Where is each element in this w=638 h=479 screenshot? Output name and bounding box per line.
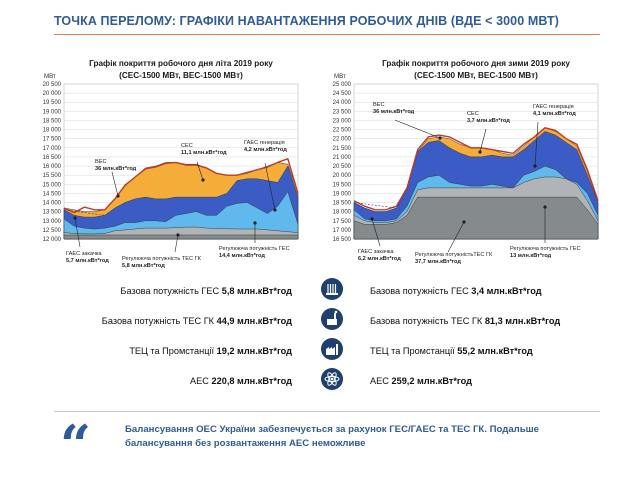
y-tick-label: 17 500 xyxy=(332,218,351,225)
y-tick-label: 18 500 xyxy=(42,118,61,125)
area-base xyxy=(64,235,298,239)
annotation-dot xyxy=(253,221,256,224)
summary-value: 44,9 млн.кВт*год xyxy=(216,316,292,326)
annotation-label: ВЕС xyxy=(95,159,107,165)
y-tick-label: 25 000 xyxy=(332,82,351,88)
chart-title: Графік покриття робочого дня літа 2019 року xyxy=(89,59,273,68)
annotation-dot xyxy=(370,217,373,220)
annotation-dot xyxy=(201,178,204,181)
annotation-dot xyxy=(273,208,276,211)
y-tick-label: 12 500 xyxy=(42,227,61,234)
summary-value: 19,2 млн.кВт*год xyxy=(216,346,292,356)
y-tick-label: 16 500 xyxy=(332,237,351,243)
y-tick-label: 12 000 xyxy=(42,237,61,243)
chart-subtitle: (СЕС-1500 МВт, ВЕС-1500 МВт) xyxy=(414,71,538,80)
y-tick-label: 18 500 xyxy=(332,200,351,207)
annotation-dot xyxy=(116,194,119,197)
summary-label: Базова потужність ГЕС xyxy=(120,286,220,296)
y-tick-label: 21 000 xyxy=(332,154,351,161)
summary-right-0 xyxy=(370,286,542,296)
annotation-label: ГАЕС закачка xyxy=(66,251,102,257)
annotation-dot xyxy=(462,220,465,223)
annotation-value: 11,1 млн.кВт*год xyxy=(181,150,227,156)
y-tick-label: 20 500 xyxy=(332,164,351,171)
page-title: ТОЧКА ПЕРЕЛОМУ: ГРАФІКИ НАВАНТАЖЕННЯ РОБОЧИХ ДНІВ (ВДЕ < 3000 МВТ) xyxy=(54,14,560,28)
conclusion-text: Балансування ОЕС України забезпечується за рахунок ГЕС/ГАЕС та ТЕС ГК. Подальше балансування без розвантаження АЕС неможливе xyxy=(125,424,539,449)
quote-mark-icon: “ xyxy=(60,413,92,477)
annotation-label: Регулююча потужність ГЕС xyxy=(510,246,581,252)
y-tick-label: 19 000 xyxy=(42,109,61,116)
summary-label: Базова потужність ГЕС xyxy=(370,286,469,296)
nuclear-atom-icon xyxy=(321,368,343,390)
annotation-label: ВЕС xyxy=(373,102,385,108)
annotation-value: 4,2 млн.кВт*год xyxy=(244,147,287,153)
annotation-label: СЕС xyxy=(181,143,193,149)
annotation-value: 5,7 млн.кВт*год xyxy=(66,258,109,264)
annotation-label: Регулююча потужність ГЕС xyxy=(219,246,290,252)
thermal-plant-icon xyxy=(321,308,343,330)
y-axis-unit: МВт xyxy=(334,73,346,80)
y-tick-label: 16 000 xyxy=(42,164,61,171)
annotation-value: 13 млн.кВт*год xyxy=(510,253,552,259)
y-axis-unit: МВт xyxy=(44,73,56,80)
annotation-value: 14,4 млн.кВт*год xyxy=(219,253,265,259)
y-tick-label: 22 000 xyxy=(332,136,351,143)
y-tick-label: 17 500 xyxy=(42,136,61,143)
annotation-dot xyxy=(543,205,546,208)
annotation-value: 3,7 млн.кВт*год xyxy=(467,118,510,124)
annotation-value: 4,1 млн.кВт*год xyxy=(533,111,576,117)
summary-label: ТЕЦ та Промстанції xyxy=(129,346,215,356)
y-tick-label: 14 500 xyxy=(42,191,61,198)
summary-right-1 xyxy=(370,316,560,326)
summary-value: 220,8 млн.кВт*год xyxy=(211,376,292,386)
y-tick-label: 20 500 xyxy=(42,82,61,88)
summary-label: ТЕЦ та Промстанції xyxy=(370,346,455,356)
y-tick-label: 24 000 xyxy=(332,100,351,107)
annotation-value: 5,8 млн.кВт*год xyxy=(122,263,165,269)
annotation-label: Регулююча потужністьТЕС ГК xyxy=(415,252,493,258)
y-tick-label: 20 000 xyxy=(332,173,351,180)
footer-divider xyxy=(54,411,600,412)
chart-subtitle: (СЕС-1500 МВт, ВЕС-1500 МВт) xyxy=(119,71,243,80)
y-tick-label: 17 000 xyxy=(332,227,351,234)
annotation-label: ГАЕС закачка xyxy=(358,249,394,255)
y-tick-label: 22 500 xyxy=(332,127,351,134)
summary-value: 259,2 млн.кВт*год xyxy=(391,376,472,386)
annotation-value: 37,7 млн.кВт*год xyxy=(415,259,461,265)
y-tick-label: 23 000 xyxy=(332,118,351,125)
summary-value: 3,4 млн.кВт*год xyxy=(471,286,542,296)
annotation-dot xyxy=(478,150,481,153)
y-tick-label: 13 000 xyxy=(42,218,61,225)
y-tick-label: 20 000 xyxy=(42,91,61,98)
summary-left-2 xyxy=(129,346,292,356)
annotation-label: ГАЕС генерація xyxy=(533,104,574,110)
annotation-dot xyxy=(438,136,441,139)
y-tick-label: 14 000 xyxy=(42,200,61,207)
summary-left-3 xyxy=(190,376,292,386)
summary-label: АЕС xyxy=(190,376,209,386)
y-tick-label: 15 000 xyxy=(42,182,61,189)
y-tick-label: 19 500 xyxy=(332,182,351,189)
chart-1 xyxy=(333,58,598,265)
annotation-value: 36 млн.кВт*год xyxy=(95,166,137,172)
y-tick-label: 16 500 xyxy=(42,154,61,161)
summary-left-0 xyxy=(120,286,292,296)
annotation-label: Регулююча потужність ТЕС ГК xyxy=(122,256,201,262)
annotation-value: 36 млн.кВт*год xyxy=(373,109,415,115)
summary-right-3 xyxy=(370,376,472,386)
summary-value: 5,8 млн.кВт*год xyxy=(221,286,292,296)
y-tick-label: 18 000 xyxy=(332,209,351,216)
summary-left-1 xyxy=(102,316,292,326)
annotation-value: 6,2 млн.кВт*год xyxy=(358,256,401,262)
summary-label: Базова потужність ТЕС ГК xyxy=(370,316,483,326)
summary-label: Базова потужність ТЕС ГК xyxy=(101,316,215,326)
y-tick-label: 13 500 xyxy=(42,209,61,216)
annotation-label: СЕС xyxy=(467,111,479,117)
summary-value: 55,2 млн.кВт*год xyxy=(457,346,533,356)
y-tick-label: 18 000 xyxy=(42,127,61,134)
y-tick-label: 19 500 xyxy=(42,100,61,107)
y-tick-label: 23 500 xyxy=(332,109,351,116)
chp-plant-icon xyxy=(321,338,343,360)
summary-right-2 xyxy=(370,346,533,356)
chart-title: Графік покриття робочого дня зими 2019 року xyxy=(382,59,570,68)
annotation-dot xyxy=(176,233,179,236)
annotation-dot xyxy=(73,216,76,219)
annotation-dot xyxy=(533,164,536,167)
y-tick-label: 15 500 xyxy=(42,173,61,180)
hydro-dam-icon xyxy=(321,278,343,300)
chart-0 xyxy=(43,58,298,269)
y-tick-label: 17 000 xyxy=(42,145,61,152)
annotation-label: ГАЕС генерація xyxy=(244,140,285,146)
y-tick-label: 24 500 xyxy=(332,91,351,98)
summary-value: 81,3 млн.кВт*год xyxy=(484,316,561,326)
y-tick-label: 21 500 xyxy=(332,145,351,152)
y-tick-label: 19 000 xyxy=(332,191,351,198)
summary-label: АЕС xyxy=(370,376,389,386)
